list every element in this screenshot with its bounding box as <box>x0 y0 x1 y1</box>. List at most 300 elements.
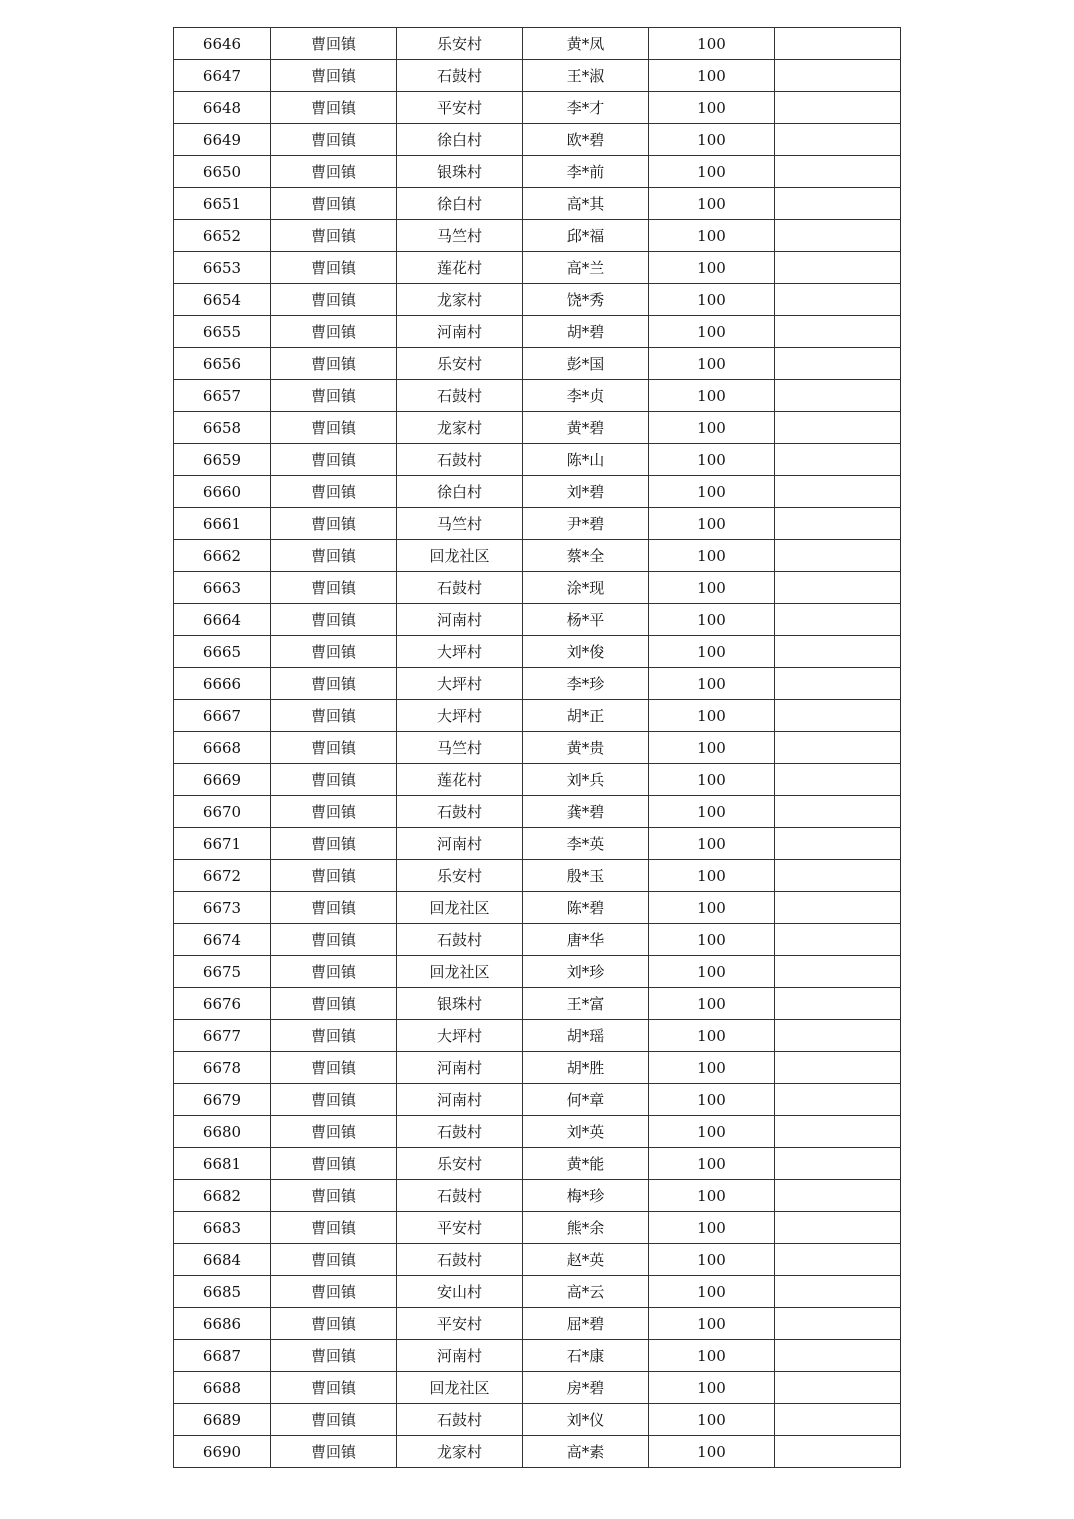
cell-serial-number: 6647 <box>174 60 271 92</box>
cell-name: 刘*碧 <box>523 476 649 508</box>
cell-serial-number: 6671 <box>174 828 271 860</box>
cell-village: 大坪村 <box>397 636 523 668</box>
cell-village: 马竺村 <box>397 220 523 252</box>
cell-note <box>775 188 901 220</box>
cell-village: 平安村 <box>397 1308 523 1340</box>
cell-amount: 100 <box>649 316 775 348</box>
cell-name: 刘*俊 <box>523 636 649 668</box>
cell-serial-number: 6648 <box>174 92 271 124</box>
table-row <box>174 604 901 636</box>
table-row <box>174 1116 901 1148</box>
cell-village: 石鼓村 <box>397 60 523 92</box>
cell-town: 曹回镇 <box>271 1340 397 1372</box>
table-row <box>174 1404 901 1436</box>
cell-serial-number: 6676 <box>174 988 271 1020</box>
cell-amount: 100 <box>649 572 775 604</box>
cell-village: 乐安村 <box>397 860 523 892</box>
cell-name: 黄*凤 <box>523 28 649 60</box>
cell-note <box>775 796 901 828</box>
cell-village: 石鼓村 <box>397 796 523 828</box>
cell-serial-number: 6651 <box>174 188 271 220</box>
cell-name: 刘*英 <box>523 1116 649 1148</box>
cell-name: 李*贞 <box>523 380 649 412</box>
table-row <box>174 92 901 124</box>
cell-note <box>775 476 901 508</box>
cell-note <box>775 860 901 892</box>
cell-village: 乐安村 <box>397 348 523 380</box>
cell-note <box>775 668 901 700</box>
cell-name: 陈*山 <box>523 444 649 476</box>
table-row <box>174 796 901 828</box>
cell-town: 曹回镇 <box>271 668 397 700</box>
cell-name: 高*素 <box>523 1436 649 1468</box>
cell-serial-number: 6685 <box>174 1276 271 1308</box>
cell-village: 石鼓村 <box>397 572 523 604</box>
cell-note <box>775 892 901 924</box>
cell-village: 安山村 <box>397 1276 523 1308</box>
cell-note <box>775 636 901 668</box>
cell-note <box>775 732 901 764</box>
cell-note <box>775 1180 901 1212</box>
cell-village: 河南村 <box>397 1052 523 1084</box>
cell-village: 大坪村 <box>397 1020 523 1052</box>
cell-amount: 100 <box>649 1244 775 1276</box>
cell-town: 曹回镇 <box>271 1116 397 1148</box>
table-row <box>174 1308 901 1340</box>
cell-serial-number: 6663 <box>174 572 271 604</box>
cell-town: 曹回镇 <box>271 1372 397 1404</box>
cell-note <box>775 1020 901 1052</box>
table-row <box>174 1340 901 1372</box>
cell-amount: 100 <box>649 1180 775 1212</box>
cell-note <box>775 1116 901 1148</box>
cell-note <box>775 92 901 124</box>
cell-village: 石鼓村 <box>397 1404 523 1436</box>
cell-name: 刘*兵 <box>523 764 649 796</box>
cell-note <box>775 508 901 540</box>
cell-town: 曹回镇 <box>271 412 397 444</box>
cell-name: 欧*碧 <box>523 124 649 156</box>
cell-note <box>775 1084 901 1116</box>
cell-town: 曹回镇 <box>271 188 397 220</box>
cell-serial-number: 6659 <box>174 444 271 476</box>
cell-town: 曹回镇 <box>271 508 397 540</box>
cell-serial-number: 6654 <box>174 284 271 316</box>
cell-name: 李*前 <box>523 156 649 188</box>
cell-amount: 100 <box>649 156 775 188</box>
table-row <box>174 1084 901 1116</box>
cell-village: 徐白村 <box>397 188 523 220</box>
cell-town: 曹回镇 <box>271 316 397 348</box>
cell-amount: 100 <box>649 1436 775 1468</box>
cell-amount: 100 <box>649 1340 775 1372</box>
cell-serial-number: 6662 <box>174 540 271 572</box>
cell-town: 曹回镇 <box>271 476 397 508</box>
cell-town: 曹回镇 <box>271 924 397 956</box>
cell-serial-number: 6686 <box>174 1308 271 1340</box>
cell-serial-number: 6680 <box>174 1116 271 1148</box>
cell-amount: 100 <box>649 508 775 540</box>
cell-town: 曹回镇 <box>271 284 397 316</box>
cell-village: 龙家村 <box>397 284 523 316</box>
cell-amount: 100 <box>649 1404 775 1436</box>
cell-serial-number: 6666 <box>174 668 271 700</box>
cell-name: 胡*正 <box>523 700 649 732</box>
cell-village: 回龙社区 <box>397 540 523 572</box>
cell-note <box>775 284 901 316</box>
cell-serial-number: 6677 <box>174 1020 271 1052</box>
cell-amount: 100 <box>649 188 775 220</box>
cell-amount: 100 <box>649 796 775 828</box>
cell-amount: 100 <box>649 60 775 92</box>
cell-note <box>775 28 901 60</box>
cell-town: 曹回镇 <box>271 1276 397 1308</box>
cell-amount: 100 <box>649 540 775 572</box>
table-row <box>174 1052 901 1084</box>
cell-town: 曹回镇 <box>271 956 397 988</box>
cell-village: 莲花村 <box>397 764 523 796</box>
cell-town: 曹回镇 <box>271 1148 397 1180</box>
cell-serial-number: 6669 <box>174 764 271 796</box>
cell-village: 河南村 <box>397 316 523 348</box>
cell-amount: 100 <box>649 1212 775 1244</box>
cell-village: 河南村 <box>397 604 523 636</box>
cell-amount: 100 <box>649 1052 775 1084</box>
cell-amount: 100 <box>649 892 775 924</box>
cell-name: 熊*余 <box>523 1212 649 1244</box>
cell-name: 李*珍 <box>523 668 649 700</box>
cell-name: 胡*碧 <box>523 316 649 348</box>
cell-amount: 100 <box>649 700 775 732</box>
cell-note <box>775 156 901 188</box>
cell-town: 曹回镇 <box>271 860 397 892</box>
cell-note <box>775 956 901 988</box>
table-row <box>174 316 901 348</box>
table-row <box>174 860 901 892</box>
subsidy-table <box>173 27 901 1468</box>
cell-note <box>775 700 901 732</box>
cell-note <box>775 60 901 92</box>
cell-town: 曹回镇 <box>271 28 397 60</box>
cell-village: 石鼓村 <box>397 924 523 956</box>
cell-amount: 100 <box>649 284 775 316</box>
cell-serial-number: 6646 <box>174 28 271 60</box>
cell-serial-number: 6650 <box>174 156 271 188</box>
cell-name: 何*章 <box>523 1084 649 1116</box>
cell-town: 曹回镇 <box>271 156 397 188</box>
cell-note <box>775 1212 901 1244</box>
cell-note <box>775 1276 901 1308</box>
table-row <box>174 124 901 156</box>
cell-village: 乐安村 <box>397 1148 523 1180</box>
cell-town: 曹回镇 <box>271 444 397 476</box>
cell-serial-number: 6690 <box>174 1436 271 1468</box>
cell-town: 曹回镇 <box>271 764 397 796</box>
cell-village: 河南村 <box>397 1084 523 1116</box>
cell-town: 曹回镇 <box>271 348 397 380</box>
cell-village: 大坪村 <box>397 700 523 732</box>
cell-name: 高*其 <box>523 188 649 220</box>
cell-note <box>775 1340 901 1372</box>
cell-village: 回龙社区 <box>397 892 523 924</box>
cell-town: 曹回镇 <box>271 1244 397 1276</box>
cell-note <box>775 604 901 636</box>
cell-amount: 100 <box>649 732 775 764</box>
cell-note <box>775 1308 901 1340</box>
cell-serial-number: 6660 <box>174 476 271 508</box>
cell-town: 曹回镇 <box>271 92 397 124</box>
table-row <box>174 252 901 284</box>
cell-village: 莲花村 <box>397 252 523 284</box>
cell-village: 乐安村 <box>397 28 523 60</box>
cell-amount: 100 <box>649 860 775 892</box>
cell-village: 龙家村 <box>397 1436 523 1468</box>
cell-village: 石鼓村 <box>397 1180 523 1212</box>
cell-amount: 100 <box>649 252 775 284</box>
cell-town: 曹回镇 <box>271 1084 397 1116</box>
cell-town: 曹回镇 <box>271 220 397 252</box>
cell-serial-number: 6653 <box>174 252 271 284</box>
cell-note <box>775 1372 901 1404</box>
cell-name: 黄*能 <box>523 1148 649 1180</box>
cell-town: 曹回镇 <box>271 1020 397 1052</box>
table-row <box>174 540 901 572</box>
table-row <box>174 1276 901 1308</box>
table-row <box>174 1244 901 1276</box>
cell-serial-number: 6682 <box>174 1180 271 1212</box>
table-row <box>174 1436 901 1468</box>
cell-note <box>775 540 901 572</box>
cell-amount: 100 <box>649 1372 775 1404</box>
cell-amount: 100 <box>649 828 775 860</box>
cell-name: 梅*珍 <box>523 1180 649 1212</box>
cell-name: 胡*瑶 <box>523 1020 649 1052</box>
cell-note <box>775 1052 901 1084</box>
cell-village: 平安村 <box>397 1212 523 1244</box>
cell-town: 曹回镇 <box>271 380 397 412</box>
table-row <box>174 828 901 860</box>
cell-serial-number: 6675 <box>174 956 271 988</box>
cell-name: 高*兰 <box>523 252 649 284</box>
cell-note <box>775 316 901 348</box>
cell-amount: 100 <box>649 220 775 252</box>
cell-town: 曹回镇 <box>271 892 397 924</box>
cell-serial-number: 6687 <box>174 1340 271 1372</box>
cell-amount: 100 <box>649 1116 775 1148</box>
table-row <box>174 476 901 508</box>
cell-note <box>775 220 901 252</box>
table-row <box>174 380 901 412</box>
cell-name: 龚*碧 <box>523 796 649 828</box>
cell-amount: 100 <box>649 28 775 60</box>
table-row <box>174 700 901 732</box>
cell-serial-number: 6678 <box>174 1052 271 1084</box>
cell-village: 马竺村 <box>397 508 523 540</box>
cell-town: 曹回镇 <box>271 124 397 156</box>
cell-amount: 100 <box>649 444 775 476</box>
cell-name: 刘*仪 <box>523 1404 649 1436</box>
cell-village: 石鼓村 <box>397 1116 523 1148</box>
cell-village: 徐白村 <box>397 476 523 508</box>
cell-serial-number: 6668 <box>174 732 271 764</box>
cell-name: 唐*华 <box>523 924 649 956</box>
table-row <box>174 636 901 668</box>
cell-town: 曹回镇 <box>271 636 397 668</box>
cell-town: 曹回镇 <box>271 988 397 1020</box>
table-row <box>174 60 901 92</box>
cell-town: 曹回镇 <box>271 796 397 828</box>
cell-note <box>775 924 901 956</box>
cell-village: 河南村 <box>397 1340 523 1372</box>
cell-amount: 100 <box>649 636 775 668</box>
cell-amount: 100 <box>649 988 775 1020</box>
table-row <box>174 1372 901 1404</box>
cell-village: 回龙社区 <box>397 1372 523 1404</box>
table-body <box>174 28 901 1468</box>
table-row <box>174 924 901 956</box>
table-row <box>174 220 901 252</box>
cell-name: 黄*贵 <box>523 732 649 764</box>
cell-amount: 100 <box>649 924 775 956</box>
cell-village: 银珠村 <box>397 988 523 1020</box>
cell-serial-number: 6681 <box>174 1148 271 1180</box>
cell-name: 陈*碧 <box>523 892 649 924</box>
cell-serial-number: 6667 <box>174 700 271 732</box>
table-row <box>174 508 901 540</box>
cell-amount: 100 <box>649 124 775 156</box>
table-row <box>174 156 901 188</box>
cell-serial-number: 6655 <box>174 316 271 348</box>
cell-note <box>775 124 901 156</box>
cell-town: 曹回镇 <box>271 1052 397 1084</box>
table-row <box>174 1212 901 1244</box>
cell-name: 彭*国 <box>523 348 649 380</box>
cell-town: 曹回镇 <box>271 700 397 732</box>
cell-name: 蔡*全 <box>523 540 649 572</box>
cell-amount: 100 <box>649 956 775 988</box>
table-row <box>174 1020 901 1052</box>
cell-village: 银珠村 <box>397 156 523 188</box>
cell-amount: 100 <box>649 1148 775 1180</box>
cell-town: 曹回镇 <box>271 1308 397 1340</box>
table-row <box>174 28 901 60</box>
cell-note <box>775 252 901 284</box>
cell-town: 曹回镇 <box>271 1436 397 1468</box>
table-row <box>174 1148 901 1180</box>
cell-note <box>775 1244 901 1276</box>
cell-serial-number: 6658 <box>174 412 271 444</box>
cell-serial-number: 6661 <box>174 508 271 540</box>
cell-name: 王*淑 <box>523 60 649 92</box>
cell-village: 马竺村 <box>397 732 523 764</box>
table-row <box>174 284 901 316</box>
cell-amount: 100 <box>649 1020 775 1052</box>
cell-village: 河南村 <box>397 828 523 860</box>
cell-town: 曹回镇 <box>271 604 397 636</box>
cell-name: 饶*秀 <box>523 284 649 316</box>
cell-note <box>775 828 901 860</box>
cell-amount: 100 <box>649 1276 775 1308</box>
table-row <box>174 1180 901 1212</box>
cell-name: 黄*碧 <box>523 412 649 444</box>
cell-note <box>775 380 901 412</box>
cell-town: 曹回镇 <box>271 252 397 284</box>
cell-serial-number: 6656 <box>174 348 271 380</box>
cell-town: 曹回镇 <box>271 1180 397 1212</box>
cell-town: 曹回镇 <box>271 828 397 860</box>
cell-name: 屈*碧 <box>523 1308 649 1340</box>
cell-serial-number: 6652 <box>174 220 271 252</box>
cell-serial-number: 6670 <box>174 796 271 828</box>
cell-amount: 100 <box>649 604 775 636</box>
cell-village: 石鼓村 <box>397 380 523 412</box>
cell-amount: 100 <box>649 668 775 700</box>
cell-note <box>775 764 901 796</box>
cell-name: 杨*平 <box>523 604 649 636</box>
cell-serial-number: 6688 <box>174 1372 271 1404</box>
cell-village: 石鼓村 <box>397 444 523 476</box>
cell-name: 高*云 <box>523 1276 649 1308</box>
cell-name: 胡*胜 <box>523 1052 649 1084</box>
cell-note <box>775 348 901 380</box>
cell-serial-number: 6664 <box>174 604 271 636</box>
cell-amount: 100 <box>649 380 775 412</box>
document-sheet <box>173 27 900 1468</box>
cell-note <box>775 444 901 476</box>
cell-village: 大坪村 <box>397 668 523 700</box>
cell-name: 房*碧 <box>523 1372 649 1404</box>
cell-note <box>775 988 901 1020</box>
cell-serial-number: 6679 <box>174 1084 271 1116</box>
cell-name: 石*康 <box>523 1340 649 1372</box>
cell-serial-number: 6674 <box>174 924 271 956</box>
cell-town: 曹回镇 <box>271 1404 397 1436</box>
cell-note <box>775 1404 901 1436</box>
cell-town: 曹回镇 <box>271 540 397 572</box>
cell-village: 徐白村 <box>397 124 523 156</box>
table-row <box>174 956 901 988</box>
table-row <box>174 892 901 924</box>
cell-amount: 100 <box>649 476 775 508</box>
cell-serial-number: 6672 <box>174 860 271 892</box>
cell-name: 李*才 <box>523 92 649 124</box>
cell-town: 曹回镇 <box>271 60 397 92</box>
cell-amount: 100 <box>649 1308 775 1340</box>
table-row <box>174 572 901 604</box>
cell-serial-number: 6689 <box>174 1404 271 1436</box>
cell-serial-number: 6665 <box>174 636 271 668</box>
table-row <box>174 188 901 220</box>
cell-village: 龙家村 <box>397 412 523 444</box>
cell-note <box>775 412 901 444</box>
cell-serial-number: 6649 <box>174 124 271 156</box>
cell-name: 邱*福 <box>523 220 649 252</box>
cell-name: 殷*玉 <box>523 860 649 892</box>
cell-note <box>775 572 901 604</box>
cell-town: 曹回镇 <box>271 572 397 604</box>
cell-amount: 100 <box>649 92 775 124</box>
cell-serial-number: 6673 <box>174 892 271 924</box>
cell-name: 尹*碧 <box>523 508 649 540</box>
cell-amount: 100 <box>649 348 775 380</box>
cell-note <box>775 1148 901 1180</box>
cell-serial-number: 6683 <box>174 1212 271 1244</box>
table-row <box>174 668 901 700</box>
cell-village: 平安村 <box>397 92 523 124</box>
table-row <box>174 412 901 444</box>
table-row <box>174 764 901 796</box>
cell-amount: 100 <box>649 412 775 444</box>
